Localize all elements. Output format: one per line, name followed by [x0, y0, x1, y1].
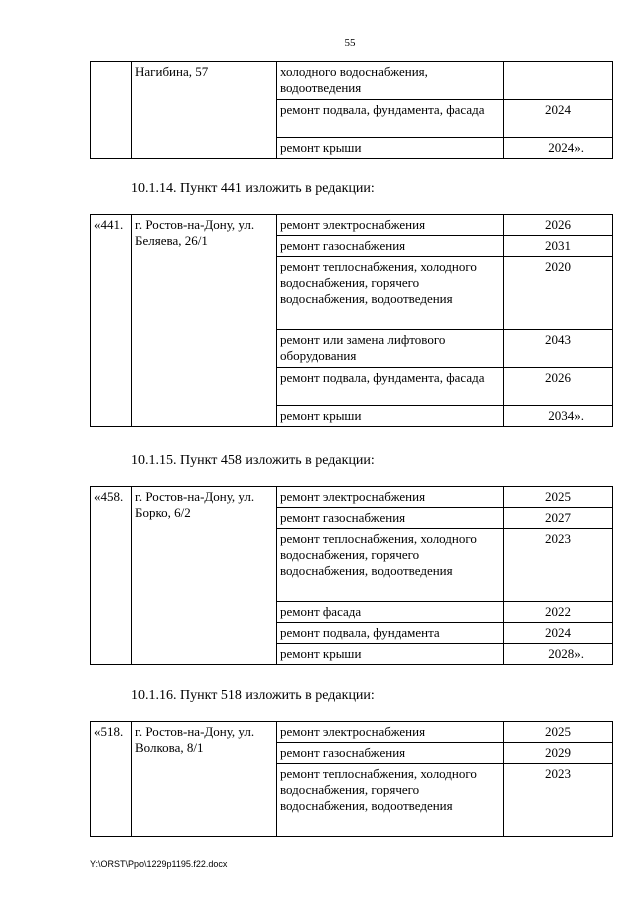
- year-cell: 2023: [504, 529, 613, 602]
- section-heading: 10.1.14. Пункт 441 изложить в редакции:: [131, 181, 375, 196]
- work-cell: ремонт фасада: [277, 602, 504, 623]
- work-cell: холодного водоснабжения, водоотведения: [277, 62, 504, 100]
- num-cell: «458.: [91, 487, 132, 665]
- work-cell: ремонт подвала, фундамента, фасада: [277, 368, 504, 406]
- num-cell: [91, 62, 132, 159]
- work-cell: ремонт или замена лифтового оборудования: [277, 330, 504, 368]
- address-cell: Нагибина, 57: [132, 62, 277, 159]
- year-cell: 2024: [504, 623, 613, 644]
- work-cell: ремонт электроснабжения: [277, 215, 504, 236]
- top-table: [90, 61, 613, 159]
- year-cell: 2024».: [504, 138, 613, 159]
- year-cell: 2024: [504, 100, 613, 138]
- work-cell: ремонт газоснабжения: [277, 743, 504, 764]
- address-cell: г. Ростов-на-Дону, ул. Волкова, 8/1: [132, 722, 277, 837]
- year-cell: 2025: [504, 487, 613, 508]
- work-cell: ремонт теплоснабжения, холодного водоснабжения, горячего водоснабжения, водоотведения: [277, 257, 504, 330]
- work-cell: ремонт подвала, фундамента, фасада: [277, 100, 504, 138]
- address-cell: г. Ростов-на-Дону, ул. Беляева, 26/1: [132, 215, 277, 427]
- work-cell: ремонт газоснабжения: [277, 236, 504, 257]
- work-cell: ремонт подвала, фундамента: [277, 623, 504, 644]
- work-cell: ремонт газоснабжения: [277, 508, 504, 529]
- num-cell: «518.: [91, 722, 132, 837]
- work-cell: ремонт электроснабжения: [277, 722, 504, 743]
- year-cell: 2034».: [504, 406, 613, 427]
- file-path-footer: Y:\ORST\Ppo\1229p1195.f22.docx: [90, 859, 228, 869]
- year-cell: 2027: [504, 508, 613, 529]
- section-heading: 10.1.16. Пункт 518 изложить в редакции:: [131, 688, 375, 703]
- year-cell: [504, 62, 613, 100]
- section-table: [90, 721, 613, 837]
- section-heading: 10.1.15. Пункт 458 изложить в редакции:: [131, 453, 375, 468]
- year-cell: 2029: [504, 743, 613, 764]
- year-cell: 2031: [504, 236, 613, 257]
- section-table: [90, 214, 613, 427]
- year-cell: 2028».: [504, 644, 613, 665]
- year-cell: 2043: [504, 330, 613, 368]
- year-cell: 2026: [504, 215, 613, 236]
- work-cell: ремонт крыши: [277, 644, 504, 665]
- work-cell: ремонт электроснабжения: [277, 487, 504, 508]
- year-cell: 2023: [504, 764, 613, 837]
- page-number: 55: [344, 37, 356, 49]
- year-cell: 2026: [504, 368, 613, 406]
- year-cell: 2025: [504, 722, 613, 743]
- work-cell: ремонт крыши: [277, 406, 504, 427]
- work-cell: ремонт теплоснабжения, холодного водоснабжения, горячего водоснабжения, водоотведения: [277, 764, 504, 837]
- address-cell: г. Ростов-на-Дону, ул. Борко, 6/2: [132, 487, 277, 665]
- year-cell: 2020: [504, 257, 613, 330]
- num-cell: «441.: [91, 215, 132, 427]
- work-cell: ремонт теплоснабжения, холодного водоснабжения, горячего водоснабжения, водоотведения: [277, 529, 504, 602]
- work-cell: ремонт крыши: [277, 138, 504, 159]
- section-table: [90, 486, 613, 665]
- year-cell: 2022: [504, 602, 613, 623]
